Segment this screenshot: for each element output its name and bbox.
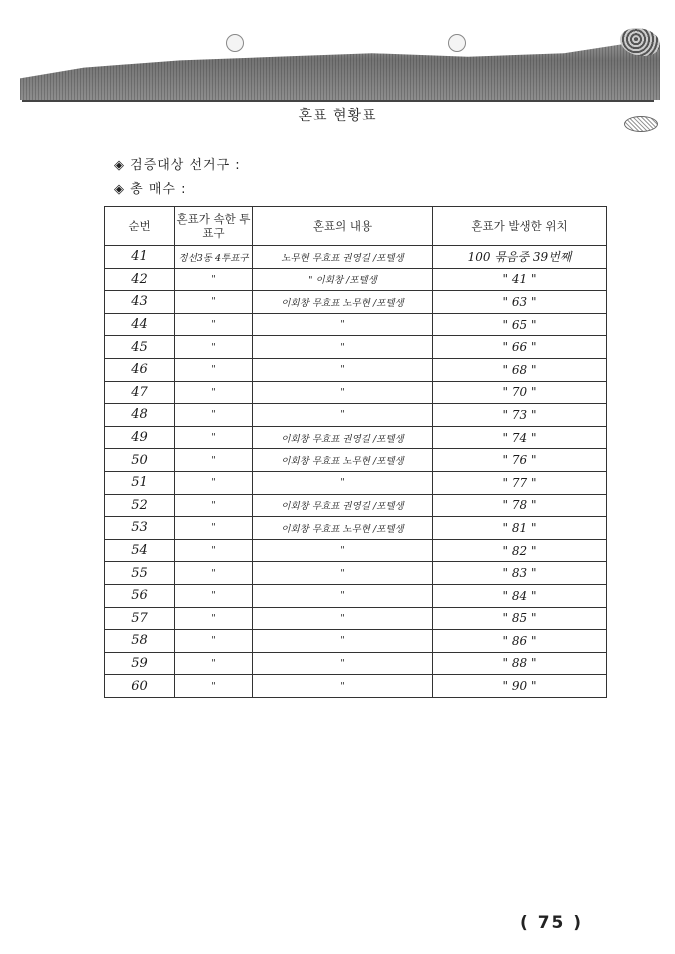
cell-position: " 82 " (433, 539, 607, 562)
table-row (105, 449, 607, 472)
cell-position: " 83 " (433, 562, 607, 585)
cell-precinct: " (175, 268, 253, 291)
cell-precinct: " (175, 494, 253, 517)
cell-precinct: " (175, 539, 253, 562)
binder-hole-left (226, 34, 244, 52)
cell-position: " 85 " (433, 607, 607, 630)
cell-position: " 68 " (433, 358, 607, 381)
table-row (105, 291, 607, 314)
cell-position: " 84 " (433, 584, 607, 607)
cell-content: 이회창 무효표 노무현 /포텔생 (253, 517, 433, 540)
binder-hole-right (448, 34, 466, 52)
cell-content: " (253, 652, 433, 675)
cell-precinct: " (175, 291, 253, 314)
cell-content: " (253, 539, 433, 562)
cell-content: 이회창 무효표 노무현 /포텔생 (253, 449, 433, 472)
cell-number: 56 (105, 584, 175, 607)
table-row (105, 584, 607, 607)
cell-number: 51 (105, 471, 175, 494)
cell-position: " 81 " (433, 517, 607, 540)
table-row (105, 471, 607, 494)
cell-precinct: " (175, 675, 253, 698)
table-row (105, 630, 607, 653)
header-rule (22, 100, 654, 102)
cell-position: " 78 " (433, 494, 607, 517)
page-title: 혼표 현황표 (298, 108, 377, 124)
page-number: ( 75 ) (520, 913, 584, 933)
cell-content: " (253, 381, 433, 404)
column-header-precinct: 혼표가 속한 투표구 (175, 207, 253, 246)
cell-content: 이회창 무효표 권영길 /포텔생 (253, 494, 433, 517)
cell-number: 59 (105, 652, 175, 675)
table-row (105, 539, 607, 562)
cell-position: " 73 " (433, 404, 607, 427)
cell-position: " 41 " (433, 268, 607, 291)
cell-number: 46 (105, 358, 175, 381)
cell-number: 42 (105, 268, 175, 291)
cell-precinct: " (175, 449, 253, 472)
table-row (105, 268, 607, 291)
cell-number: 47 (105, 381, 175, 404)
cell-number: 49 (105, 426, 175, 449)
cell-content: " (253, 607, 433, 630)
cell-position: 100 묶음중 39번째 (433, 246, 607, 269)
table-row (105, 246, 607, 269)
cell-precinct: " (175, 471, 253, 494)
table-row (105, 336, 607, 359)
cell-number: 45 (105, 336, 175, 359)
mixed-ballot-table (104, 206, 607, 698)
table-row (105, 652, 607, 675)
cell-content: " (253, 584, 433, 607)
table-row (105, 358, 607, 381)
cell-number: 50 (105, 449, 175, 472)
table-row (105, 313, 607, 336)
table-row (105, 517, 607, 540)
cell-content: 노무현 무효표 권영길 /포텔생 (253, 246, 433, 269)
cell-number: 52 (105, 494, 175, 517)
total-count-label: ◈ 총 매수 : (114, 182, 187, 197)
cell-position: " 70 " (433, 381, 607, 404)
cell-content: 이회창 무효표 권영길 /포텔생 (253, 426, 433, 449)
table-row (105, 381, 607, 404)
table-row (105, 607, 607, 630)
cell-content: " (253, 404, 433, 427)
cell-precinct: " (175, 404, 253, 427)
cell-number: 54 (105, 539, 175, 562)
cell-precinct: " (175, 607, 253, 630)
table-row (105, 494, 607, 517)
table-header-row (105, 207, 607, 246)
table-row (105, 675, 607, 698)
cell-content: " (253, 358, 433, 381)
cell-content: " (253, 675, 433, 698)
cell-number: 44 (105, 313, 175, 336)
cell-content: " (253, 336, 433, 359)
cell-position: " 90 " (433, 675, 607, 698)
cell-content: 이회창 무효표 노무현 /포텔생 (253, 291, 433, 314)
cell-content: " 이회창 /포텔생 (253, 268, 433, 291)
cell-precinct: " (175, 562, 253, 585)
cell-precinct: " (175, 358, 253, 381)
header-decoration (20, 28, 660, 100)
cell-content: " (253, 562, 433, 585)
cell-precinct: " (175, 584, 253, 607)
cell-position: " 74 " (433, 426, 607, 449)
cell-number: 48 (105, 404, 175, 427)
column-header-number: 순번 (105, 207, 175, 246)
cell-precinct: " (175, 652, 253, 675)
cell-precinct: " (175, 426, 253, 449)
cell-number: 53 (105, 517, 175, 540)
cell-content: " (253, 313, 433, 336)
cell-number: 55 (105, 562, 175, 585)
cell-position: " 77 " (433, 471, 607, 494)
cell-precinct: 정선3동 4투표구 (175, 246, 253, 269)
cell-precinct: " (175, 517, 253, 540)
cell-position: " 86 " (433, 630, 607, 653)
table-row (105, 404, 607, 427)
cell-precinct: " (175, 313, 253, 336)
column-header-position: 혼표가 발생한 위치 (433, 207, 607, 246)
table-row (105, 426, 607, 449)
cell-precinct: " (175, 336, 253, 359)
cell-number: 43 (105, 291, 175, 314)
cell-position: " 63 " (433, 291, 607, 314)
cell-content: " (253, 630, 433, 653)
cell-position: " 88 " (433, 652, 607, 675)
cell-position: " 76 " (433, 449, 607, 472)
cell-position: " 66 " (433, 336, 607, 359)
cell-number: 58 (105, 630, 175, 653)
district-label: ◈ 검증대상 선거구 : (114, 158, 241, 173)
cell-precinct: " (175, 381, 253, 404)
table-row (105, 562, 607, 585)
cell-number: 57 (105, 607, 175, 630)
cell-number: 60 (105, 675, 175, 698)
cell-content: " (253, 471, 433, 494)
cell-precinct: " (175, 630, 253, 653)
cell-position: " 65 " (433, 313, 607, 336)
cell-number: 41 (105, 246, 175, 269)
column-header-content: 혼표의 내용 (253, 207, 433, 246)
